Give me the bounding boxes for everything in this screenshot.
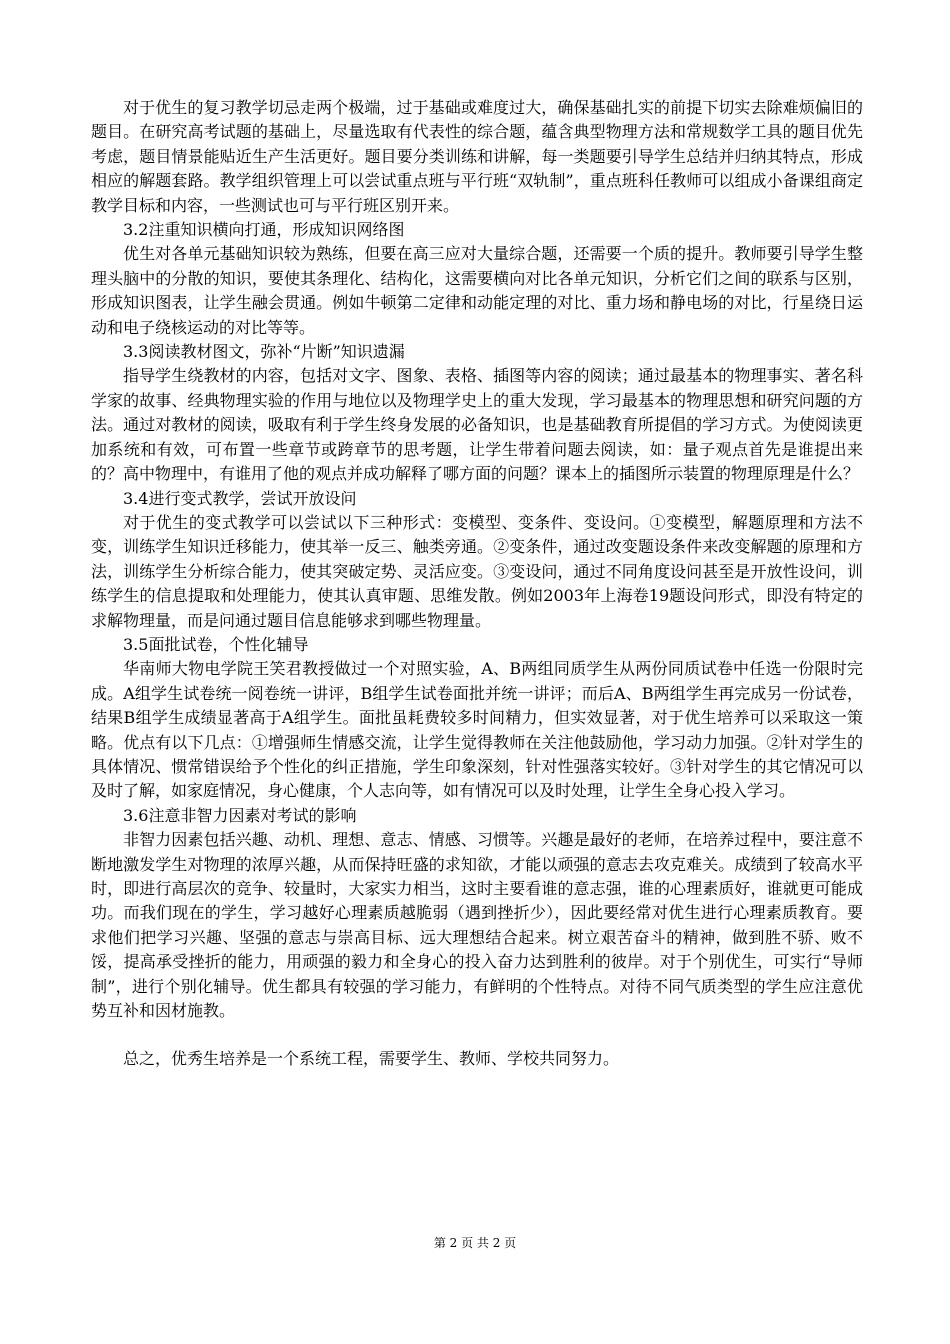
page-number-footer: 第 2 页 共 2 页 bbox=[433, 1236, 517, 1250]
section-body-3-2: 优生对各单元基础知识较为熟练，但要在高三应对大量综合题，还需要一个质的提升。教师要引导学生整理头脑中的分散的知识，要使其条理化、结构化，这需要横向对比各单元知识，分析它们之间的联系与区别，形成知识图表，让学生融会贯通。例如牛顿第二定律和动能定理的对比、重力场和静电场的对比，行星绕日运动和电子绕核运动的对比等等。 bbox=[91, 244, 863, 337]
section-heading-3-5: 3.5面批试卷，个性化辅导 bbox=[123, 634, 309, 654]
section-body-3-6: 非智力因素包括兴趣、动机、理想、意志、情感、习惯等。兴趣是最好的老师，在培养过程中，要注意不断地激发学生对物理的浓厚兴趣，从而保持旺盛的求知欲，才能以顽强的意志去攻克难关。成绩到了较高水平时，即进行高层次的竞争、较量时，大家实力相当，这时主要看谁的意志强，谁的心理素质好，谁就更可能成功。而我们现在的学生，学习越好心理素质越脆弱（遇到挫折少），因此要经常对优生进行心理素质教育。要求他们把学习兴趣、坚强的意志与崇高目标、远大理想结合起来。树立艰苦奋斗的精神，做到胜不骄、败不馁，提高承受挫折的能力，用顽强的毅力和全身心的投入奋力达到胜利的彼岸。对于个别优生，可实行“导师制”，进行个别化辅导。优生都具有较强的学习能力，有鲜明的个性特点。对待不同气质类型的学生应注意优势互补和因材施教。 bbox=[91, 830, 863, 1021]
section-body-3-5: 华南师大物电学院王笑君教授做过一个对照实验，A、B两组同质学生从两份同质试卷中任选一份限时完成。A组学生试卷统一阅卷统一讲评，B组学生试卷面批并统一讲评；而后A、B两组学生再完成另一份试卷，结果B组学生成绩显著高于A组学生。面批虽耗费较多时间精力，但实效显著，对于优生培养可以采取这一策略。优点有以下几点：①增强师生情感交流，让学生觉得教师在关注他鼓励他，学习动力加强。②针对学生的具体情况、惯常错误给予个性化的纠正措施，学生印象深刻，针对性强落实较好。③针对学生的其它情况可以及时了解，如家庭情况，身心健康，个人志向等，如有情况可以及时处理，让学生全身心投入学习。 bbox=[91, 659, 863, 801]
conclusion-paragraph: 总之，优秀生培养是一个系统工程，需要学生、教师、学校共同努力。 bbox=[123, 1049, 620, 1069]
section-heading-3-3: 3.3阅读教材图文，弥补“片断”知识遗漏 bbox=[123, 342, 405, 362]
section-heading-3-2: 3.2注重知识横向打通，形成知识网络图 bbox=[123, 220, 405, 240]
intro-paragraph: 对于优生的复习教学切忌走两个极端，过于基础或难度过大，确保基础扎实的前提下切实去除难烦偏旧的题目。在研究高考试题的基础上，尽量选取有代表性的综合题，蕴含典型物理方法和常规数学工具的题目优先考虑，题目情景能贴近生产生活更好。题目要分类训练和讲解，每一类题要引导学生总结并归纳其特点，形成相应的解题套路。教学组织管理上可以尝试重点班与平行班“双轨制”，重点班科任教师可以组成小备课组商定教学目标和内容，一些测试也可与平行班区别开来。 bbox=[91, 98, 863, 215]
paragraph-spacer bbox=[91, 1023, 863, 1047]
section-body-3-4: 对于优生的变式教学可以尝试以下三种形式：变模型、变条件、变设问。①变模型，解题原理和方法不变，训练学生知识迁移能力，使其举一反三、触类旁通。②变条件，通过改变题设条件来改变解题的原理和方法，训练学生分析综合能力，使其突破定势、灵活应变。③变设问，通过不同角度设问甚至是开放性设问，训练学生的信息提取和处理能力，使其认真审题、思维发散。例如2003年上海卷19题设问形式，即没有特定的求解物理量，而是问通过题目信息能够求到哪些物理量。 bbox=[91, 512, 863, 630]
section-body-3-3: 指导学生绕教材的内容，包括对文字、图象、表格、插图等内容的阅读；通过最基本的物理事实、著名科学家的故事、经典物理实验的作用与地位以及物理学史上的重大发现，学习最基本的物理思想和研究问题的方法。通过对教材的阅读，吸取有利于学生终身发展的必备知识，也是基础教育所提倡的学习方式。为使阅读更加系统和有效，可布置一些章节或跨章节的思考题，让学生带着问题去阅读，如：量子观点首先是谁提出来的？高中物理中，有谁用了他的观点并成功解释了哪方面的问题？课本上的插图所示装置的物理原理是什么？ bbox=[91, 366, 863, 484]
section-heading-3-6: 3.6注意非智力因素对考试的影响 bbox=[123, 805, 357, 825]
document-body bbox=[91, 96, 863, 1072]
section-heading-3-4: 3.4进行变式教学，尝试开放设问 bbox=[123, 488, 357, 508]
